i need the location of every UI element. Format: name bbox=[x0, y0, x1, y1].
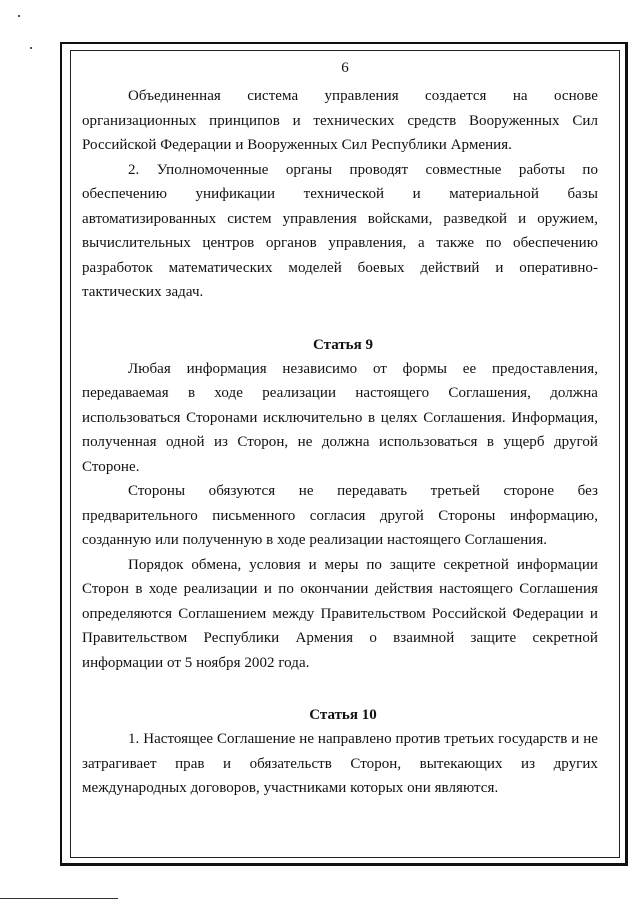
scan-speck bbox=[18, 15, 20, 17]
article-9-paragraph-3: Порядок обмена, условия и меры по защите секретной информации Сторон в ходе реализации и по окончании действия настоящего Соглашения определяются Соглашением между Правительством Российской Федерации и Правительством Республики Армения о взаимной защите секретной информации от 5 ноября 2002 года. bbox=[82, 556, 598, 671]
scan-speck bbox=[30, 47, 32, 49]
page-number: 6 bbox=[341, 60, 349, 76]
article-10-paragraph-1: 1. Настоящее Соглашение не направлено против третьих государств и не затрагивает прав и обязательств Сторон, вытекающих из других международных договоров, участниками которых они являются. bbox=[82, 731, 598, 796]
paragraph-unification-work: 2. Уполномоченные органы проводят совместные работы по обеспечению унификации технической и материальной базы автоматизированных систем управления войсками, разведкой и оружием, вычислительных центров органов управления, а также по обеспечению разработок математических моделей боевых действий и оперативно-тактических задач. bbox=[82, 161, 598, 300]
spacer bbox=[82, 305, 598, 333]
article-9-paragraph-2: Стороны обязуются не передавать третьей стороне без предварительного письменного согласия другой Стороны информацию, созданную или полученную в ходе реализации настоящего Соглашения. bbox=[82, 483, 598, 548]
bottom-edge-line bbox=[0, 898, 118, 899]
article-9-heading: Статья 9 bbox=[313, 336, 373, 353]
article-9-paragraph-1: Любая информация независимо от формы ее предоставления, передаваемая в ходе реализации настоящего Соглашения, должна использоваться Сторонами исключительно в целях Соглашения. Информация, полученная одной из Сторон, не должна использоваться в ущерб другой Стороне. bbox=[82, 360, 598, 475]
paragraph-unified-system: Объединенная система управления создается на основе организационных принципов и технических средств Вооруженных Сил Российской Федерации и Вооруженных Сил Республики Армения. bbox=[82, 88, 598, 153]
article-10-heading: Статья 10 bbox=[309, 707, 377, 723]
document-body bbox=[82, 58, 598, 801]
spacer bbox=[82, 675, 598, 703]
